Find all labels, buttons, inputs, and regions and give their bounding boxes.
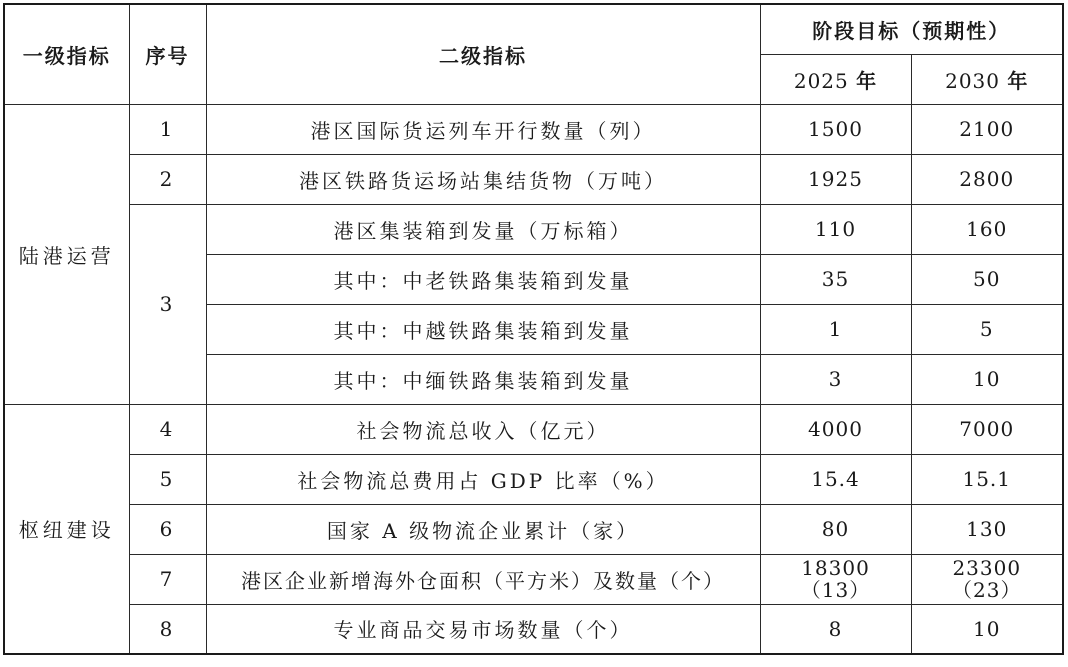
year-2025-unit: 年 <box>856 68 878 93</box>
row-2025-count: （13） <box>800 578 871 602</box>
row-2030: 50 <box>911 254 1063 304</box>
row-name: 社会物流总收入（亿元） <box>206 404 760 454</box>
row-2030 <box>911 554 1063 604</box>
row-2030: 2800 <box>911 154 1063 204</box>
year-2025-number: 2025 <box>793 68 849 93</box>
row-2030: 2100 <box>911 104 1063 154</box>
row-2030: 10 <box>911 604 1063 654</box>
row-2025: 1 <box>760 304 911 354</box>
row-name: 港区国际货运列车开行数量（列） <box>206 104 760 154</box>
row-seq: 8 <box>129 604 206 654</box>
table-row <box>4 554 1063 604</box>
header-level1: 一级指标 <box>4 4 129 104</box>
category-hub-build: 枢纽建设 <box>4 404 129 654</box>
row-2030: 15.1 <box>911 454 1063 504</box>
row-2030: 10 <box>911 354 1063 404</box>
row-name: 港区企业新增海外仓面积（平方米）及数量（个） <box>206 554 760 604</box>
table-row <box>4 104 1063 154</box>
row-2030: 160 <box>911 204 1063 254</box>
row-seq: 5 <box>129 454 206 504</box>
row-name: 其中：中老铁路集装箱到发量 <box>206 254 760 304</box>
row-name: 其中：中越铁路集装箱到发量 <box>206 304 760 354</box>
row-2030: 5 <box>911 304 1063 354</box>
row-2030: 130 <box>911 504 1063 554</box>
row-2025: 4000 <box>760 404 911 454</box>
row-2030-area: 23300 <box>952 556 1022 580</box>
row-seq: 1 <box>129 104 206 154</box>
row-name: 专业商品交易市场数量（个） <box>206 604 760 654</box>
row-2030: 7000 <box>911 404 1063 454</box>
row-2025-area: 18300 <box>801 556 870 580</box>
row-name: 港区铁路货运场站集结货物（万吨） <box>206 154 760 204</box>
table-row <box>4 154 1063 204</box>
row-2025: 1500 <box>760 104 911 154</box>
row-2025: 80 <box>760 504 911 554</box>
row-seq: 7 <box>129 554 206 604</box>
row-2025: 110 <box>760 204 911 254</box>
table-row <box>4 204 1063 254</box>
row-2025: 8 <box>760 604 911 654</box>
row-2025 <box>760 554 911 604</box>
row-seq: 6 <box>129 504 206 554</box>
row-2030-count: （23） <box>952 578 1022 602</box>
header-row <box>4 4 1063 54</box>
row-name: 国家 A 级物流企业累计（家） <box>206 504 760 554</box>
row-2025: 1925 <box>760 154 911 204</box>
header-year-2030 <box>911 54 1063 104</box>
row-seq: 4 <box>129 404 206 454</box>
table-row <box>4 454 1063 504</box>
table-row <box>4 404 1063 454</box>
year-2030-number: 2030 <box>945 68 1001 93</box>
header-level2: 二级指标 <box>206 4 760 104</box>
header-seq: 序号 <box>129 4 206 104</box>
header-year-2025 <box>760 54 911 104</box>
row-2025: 3 <box>760 354 911 404</box>
row-name: 社会物流总费用占 GDP 比率（%） <box>206 454 760 504</box>
table-row <box>4 604 1063 654</box>
year-2030-unit: 年 <box>1007 68 1029 93</box>
row-2025: 15.4 <box>760 454 911 504</box>
row-seq: 2 <box>129 154 206 204</box>
header-target: 阶段目标（预期性） <box>760 4 1063 54</box>
indicator-table <box>3 3 1064 655</box>
row-2025: 35 <box>760 254 911 304</box>
row-name: 港区集装箱到发量（万标箱） <box>206 204 760 254</box>
row-seq: 3 <box>129 204 206 404</box>
row-name: 其中：中缅铁路集装箱到发量 <box>206 354 760 404</box>
table-row <box>4 504 1063 554</box>
category-port-ops: 陆港运营 <box>4 104 129 404</box>
